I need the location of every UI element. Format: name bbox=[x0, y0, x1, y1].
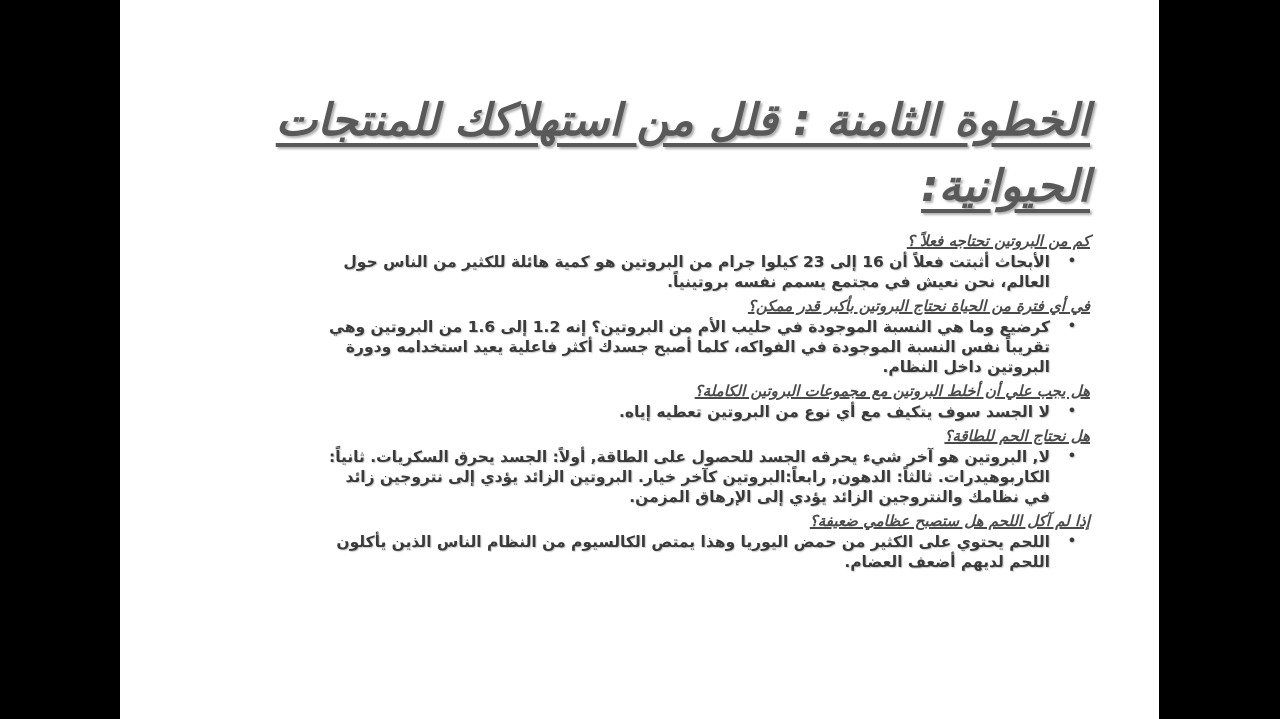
section-protein-need bbox=[290, 230, 1090, 292]
bullet-icon: • bbox=[1067, 254, 1076, 269]
question-heading: إذا لم آكل اللحم هل ستصبح عظامي ضعيفة؟ bbox=[809, 512, 1090, 530]
answer-bullet bbox=[290, 402, 1090, 422]
answer-text: الأبحاث أثبتت فعلاً أن 16 إلى 23 كيلوا جرام من البروتين هو كمية هائلة للكثير من الناس حول العالم، نحن نعيش في مجتمع يسمم نفسه بروتينياً. bbox=[343, 253, 1050, 291]
answer-text: لا الجسد سوف يتكيف مع أي نوع من البروتين تعطيه إياه. bbox=[618, 403, 1050, 421]
section-energy bbox=[290, 425, 1090, 507]
content-body bbox=[290, 230, 1090, 575]
title-line-1: الخطوة الثامنة : قلل من استهلاكك للمنتجات bbox=[275, 95, 1090, 146]
bullet-icon: • bbox=[1067, 534, 1076, 549]
answer-bullet bbox=[290, 317, 1090, 377]
question-heading: كم من البروتين تحتاجه فعلاً ؟ bbox=[906, 232, 1090, 250]
question-heading: هل يجب علي أن أخلط البروتين مع مجموعات البروتين الكاملة؟ bbox=[694, 382, 1090, 400]
slide-title bbox=[250, 88, 1090, 220]
bullet-icon: • bbox=[1067, 449, 1076, 464]
answer-bullet bbox=[290, 532, 1090, 572]
section-life-stage bbox=[290, 295, 1090, 377]
section-bones bbox=[290, 510, 1090, 572]
section-protein-combining bbox=[290, 380, 1090, 422]
question-heading: في أي فترة من الحياة نحتاج البروتين بأكبر قدر ممكن؟ bbox=[747, 297, 1090, 315]
answer-text: لا, البروتين هو آخر شيء يحرقه الجسد للحصول على الطاقة, أولاً: الجسد يحرق السكريات. ثانياً: الكاربوهيدرات. ثالثاً: الدهون, رابعاً:البروتين كآخر خيار. البروتين الزائد يؤدي إلى نتروجين زائد في نظامك والنتروجين الزائد يؤدي إلى الإرهاق المزمن. bbox=[329, 448, 1050, 506]
answer-text: كرضيع وما هي النسبة الموجودة في حليب الأم من البروتين؟ إنه 1.2 إلى 1.6 من البروتين وهي تقريباً نفس النسبة الموجودة في الفواكه، كلما أصبح جسدك أكثر فاعلية يعيد استخدامه ودورة البروتين داخل النظام. bbox=[329, 318, 1050, 376]
slide bbox=[120, 0, 1159, 719]
title-line-2: الحيوانية: bbox=[921, 161, 1090, 212]
answer-text: اللحم يحتوي على الكثير من حمض اليوريا وهذا يمتص الكالسيوم من النظام الناس الذين يأكلون اللحم لديهم أضعف العضام. bbox=[336, 533, 1050, 571]
question-heading: هل نحتاج الحم للطاقة؟ bbox=[944, 427, 1090, 445]
answer-bullet bbox=[290, 447, 1090, 507]
bullet-icon: • bbox=[1067, 404, 1076, 419]
bullet-icon: • bbox=[1067, 319, 1076, 334]
answer-bullet bbox=[290, 252, 1090, 292]
